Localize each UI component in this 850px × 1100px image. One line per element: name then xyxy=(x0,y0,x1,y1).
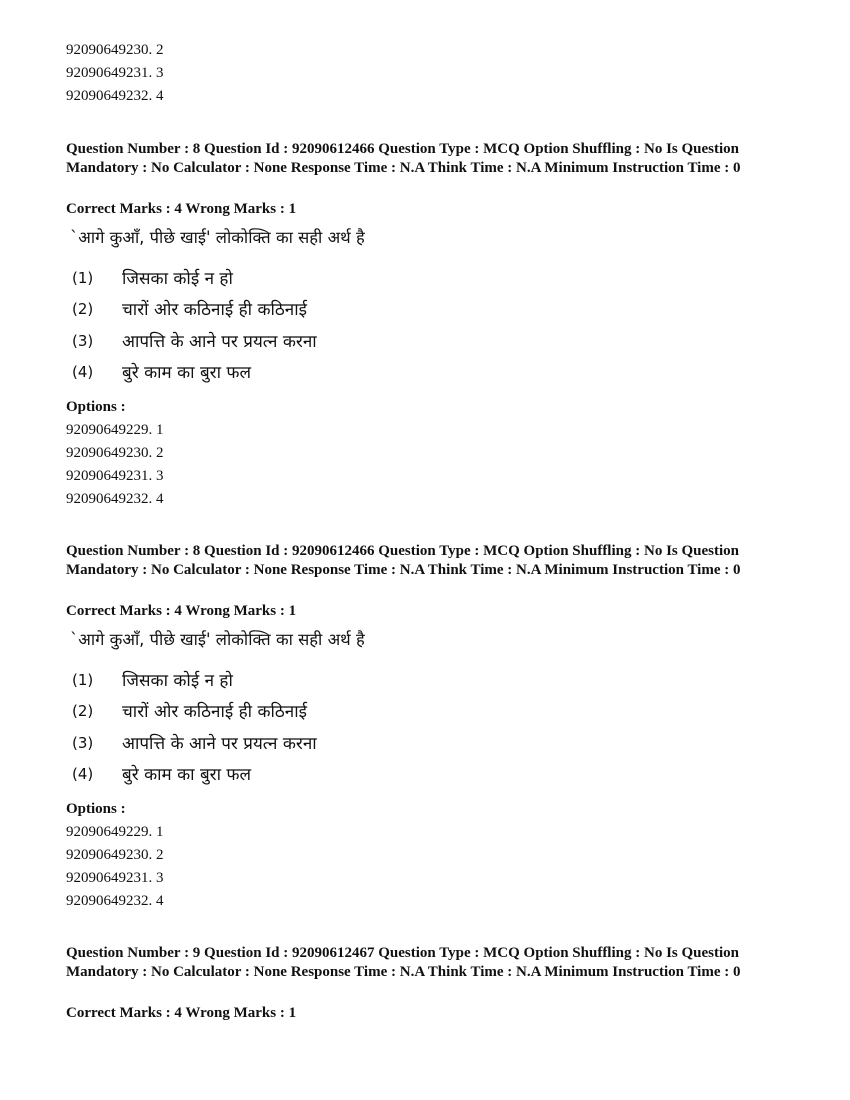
question-meta: Question Number : 9 Question Id : 92090612467 Question Type : MCQ Option Shuffling : No Is Question Mandatory : No Calculator : None Response Time : N.A Think Time : N.A Minimum Instruction Time : 0 xyxy=(66,945,741,980)
choice-number: (2) xyxy=(72,702,94,720)
question-stem: `आगे कुआँ, पीछे खाई' लोकोक्ति का सही अर्थ है xyxy=(70,228,365,247)
option-id-line: 92090649231. 3 xyxy=(66,870,164,886)
option-id-line: 92090649231. 3 xyxy=(66,468,164,484)
choice-number: (1) xyxy=(72,269,94,287)
option-id-line: 92090649230. 2 xyxy=(66,445,164,461)
choice-number: (4) xyxy=(72,765,94,783)
question-meta: Question Number : 8 Question Id : 92090612466 Question Type : MCQ Option Shuffling : No Is Question Mandatory : No Calculator : None Response Time : N.A Think Time : N.A Minimum Instruction Time : 0 xyxy=(66,543,741,578)
question-stem: `आगे कुआँ, पीछे खाई' लोकोक्ति का सही अर्थ है xyxy=(70,630,365,649)
option-id-line: 92090649229. 1 xyxy=(66,824,164,840)
question-marks: Correct Marks : 4 Wrong Marks : 1 xyxy=(66,1005,297,1021)
question-marks: Correct Marks : 4 Wrong Marks : 1 xyxy=(66,603,297,619)
choice-text: चारों ओर कठिनाई ही कठिनाई xyxy=(122,300,307,320)
question-meta: Question Number : 8 Question Id : 92090612466 Question Type : MCQ Option Shuffling : No Is Question Mandatory : No Calculator : None Response Time : N.A Think Time : N.A Minimum Instruction Time : 0 xyxy=(66,141,741,176)
option-id-line: 92090649230. 2 xyxy=(66,847,164,863)
options-label: Options : xyxy=(66,399,126,415)
question-marks: Correct Marks : 4 Wrong Marks : 1 xyxy=(66,201,297,217)
option-id-line: 92090649232. 4 xyxy=(66,491,164,507)
option-id-line: 92090649229. 1 xyxy=(66,422,164,438)
option-id-line: 92090649232. 4 xyxy=(66,893,164,909)
choice-text: बुरे काम का बुरा फल xyxy=(122,363,252,383)
choice-text: आपत्ति के आने पर प्रयत्न करना xyxy=(122,734,317,754)
choice-number: (3) xyxy=(72,332,94,350)
option-id-line: 92090649230. 2 xyxy=(66,42,164,58)
choice-number: (3) xyxy=(72,734,94,752)
choice-text: आपत्ति के आने पर प्रयत्न करना xyxy=(122,332,317,352)
choice-number: (1) xyxy=(72,671,94,689)
choice-number: (2) xyxy=(72,300,94,318)
option-id-line: 92090649232. 4 xyxy=(66,88,164,104)
choice-text: चारों ओर कठिनाई ही कठिनाई xyxy=(122,702,307,722)
choice-number: (4) xyxy=(72,363,94,381)
options-label: Options : xyxy=(66,801,126,817)
choice-text: जिसका कोई न हो xyxy=(122,269,233,289)
option-id-line: 92090649231. 3 xyxy=(66,65,164,81)
choice-text: जिसका कोई न हो xyxy=(122,671,233,691)
choice-text: बुरे काम का बुरा फल xyxy=(122,765,252,785)
